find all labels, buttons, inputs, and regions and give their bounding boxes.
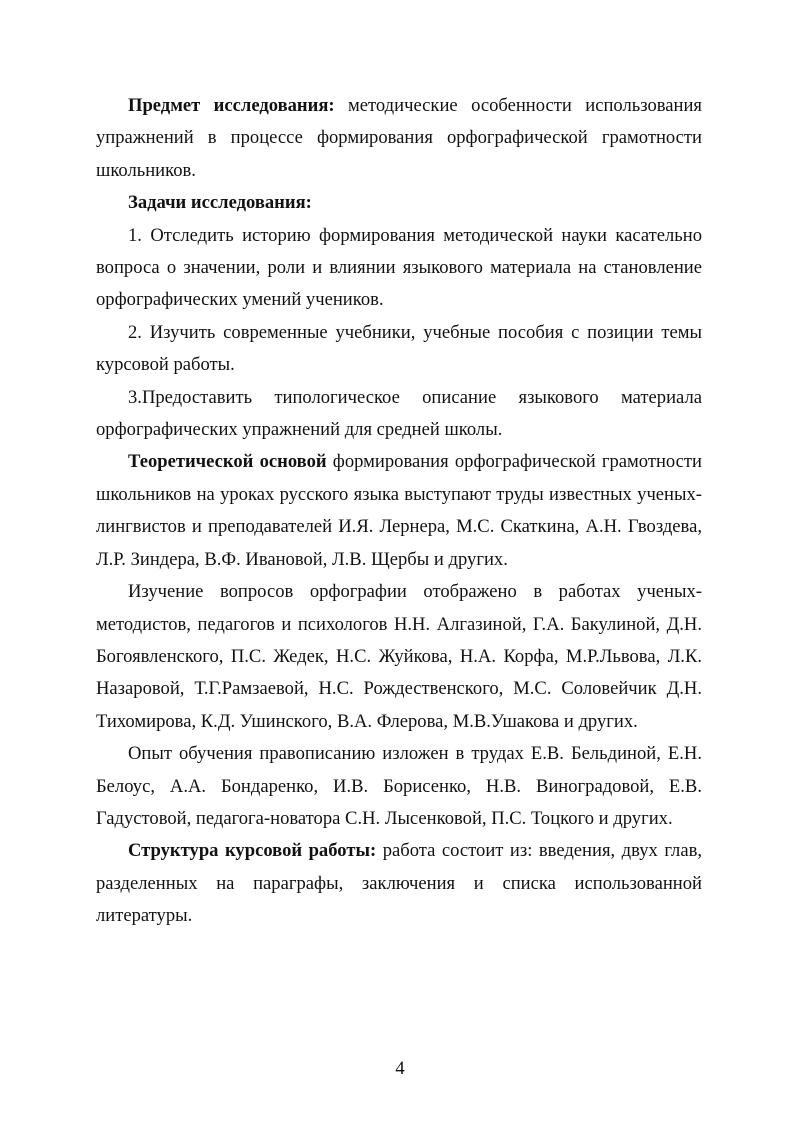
- theory-heading: Теоретической основой: [128, 451, 327, 473]
- theory-text: формирования орфографической грамотности школьников на уроках русского языка выступают труды известных ученых-лингвистов и преподавателей И.Я. Лернера, М.С. Скаткина, А.Н. Гвоздева, Л.Р. Зиндера, В.Ф. Ивановой, Л.В. Щербы и других.: [96, 451, 702, 570]
- structure-text: работа состоит из: введения, двух глав, разделенных на параграфы, заключения и списка использованной литературы.: [96, 840, 703, 927]
- theory-paragraph: [96, 446, 702, 576]
- task-item: 2. Изучить современные учебники, учебные пособия с позиции темы курсовой работы.: [96, 321, 702, 376]
- experience-paragraph: Опыт обучения правописанию изложен в трудах Е.В. Бельдиной, Е.Н. Белоус, А.А. Бондаренко, И.В. Борисенко, Н.В. Виноградовой, Е.В. Гадустовой, педагога-новатора С.Н. Лысенковой, П.С. Тоцкого и других.: [96, 743, 702, 829]
- structure-heading: Структура курсовой работы:: [128, 840, 377, 862]
- tasks-heading: Задачи исследования:: [128, 192, 312, 214]
- subject-heading: Предмет исследования:: [128, 95, 335, 116]
- subject-text: методические особенности использования упражнений в процессе формирования орфографической грамотности школьников.: [96, 95, 702, 181]
- page-number: 4: [395, 1058, 405, 1079]
- tasks-heading-paragraph: [96, 187, 702, 219]
- task-item: 3.Предоставить типологическое описание языкового материала орфографических упражнений для средней школы.: [96, 386, 702, 441]
- subject-paragraph: [96, 90, 702, 187]
- task-item: 1. Отследить историю формирования методической науки касательно вопроса о значении, роли и влиянии языкового материала на становление орфографических умений учеников.: [96, 224, 702, 311]
- study-paragraph: Изучение вопросов орфографии отображено в работах ученых-методистов, педагогов и психологов Н.Н. Алгазиной, Г.А. Бакулиной, Д.Н. Богоявленского, П.С. Жедек, Н.С. Жуйкова, Н.А. Корфа, М.Р.Львова, Л.К. Назаровой, Т.Г.Рамзаевой, Н.С. Рождественского, М.С. Соловейчик Д.Н. Тихомирова, К.Д. Ушинского, В.А. Флерова, М.В.Ушакова и других.: [96, 581, 702, 732]
- document-page: [96, 90, 702, 933]
- structure-paragraph: [96, 835, 702, 932]
